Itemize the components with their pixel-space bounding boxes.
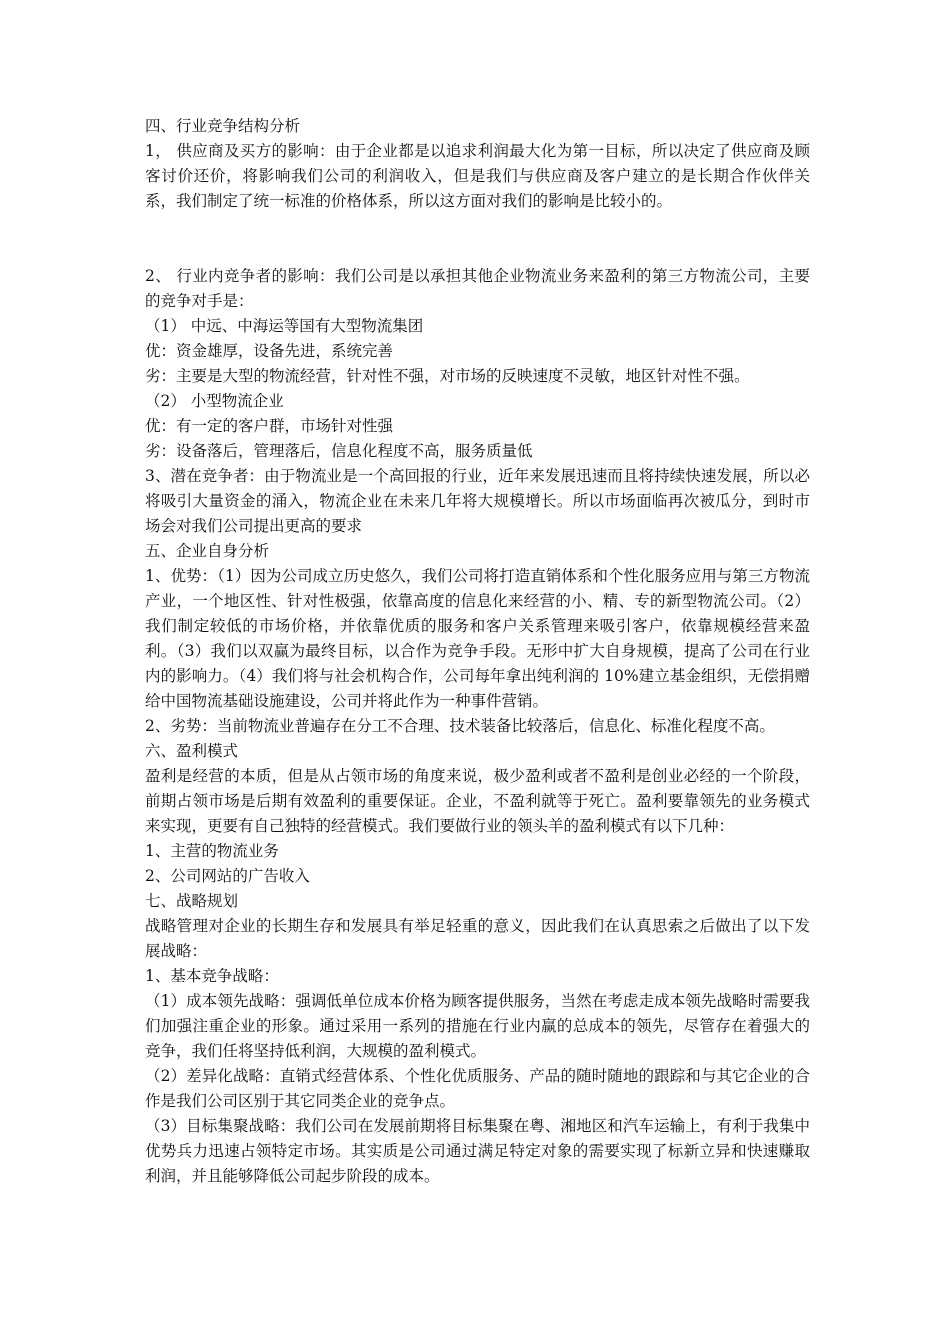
section-heading-profit-model: 六、盈利模式 — [145, 742, 239, 760]
paragraph-industry-competitors: 2、 行业内竞争者的影响：我们公司是以承担其他企业物流业务来盈利的第三方物流公司，主要的竞争对手是： — [145, 267, 810, 310]
paragraph-spacer — [145, 214, 810, 264]
paragraph-disadvantages: 2、劣势：当前物流业普遍存在分工不合理、技术装备比较落后，信息化、标准化程度不高。 — [145, 717, 775, 735]
subheading-basic-strategy: 1、基本竞争战略： — [145, 967, 279, 985]
section-heading-industry-competition: 四、行业竞争结构分析 — [145, 117, 301, 135]
document-body — [145, 114, 810, 1189]
list-item-strengths-large: 优：资金雄厚，设备先进，系统完善 — [145, 342, 394, 360]
list-item-main-business: 1、主营的物流业务 — [145, 842, 279, 860]
section-heading-self-analysis: 五、企业自身分析 — [145, 542, 270, 560]
list-item-strengths-small: 优：有一定的客户群，市场针对性强 — [145, 417, 394, 435]
section-heading-strategy: 七、战略规划 — [145, 892, 239, 910]
paragraph-differentiation: （2）差异化战略：直销式经营体系、个性化优质服务、产品的随时随地的跟踪和与其它企业的合作是我们公司区别于其它同类企业的竞争点。 — [145, 1067, 810, 1110]
list-item-weaknesses-large: 劣：主要是大型的物流经营，针对性不强，对市场的反映速度不灵敏，地区针对性不强。 — [145, 367, 750, 385]
paragraph-suppliers-buyers: 1， 供应商及买方的影响：由于企业都是以追求利润最大化为第一目标，所以决定了供应商及顾客讨价还价，将影响我们公司的利润收入，但是我们与供应商及客户建立的是长期合作伙伴关系，我们制定了统一标准的价格体系，所以这方面对我们的影响是比较小的。 — [145, 142, 810, 210]
list-item-large-logistics-groups: （1） 中远、中海运等国有大型物流集团 — [145, 317, 424, 335]
list-item-weaknesses-small: 劣：设备落后，管理落后，信息化程度不高，服务质量低 — [145, 442, 533, 460]
paragraph-potential-competitors: 3、潜在竞争者：由于物流业是一个高回报的行业，近年来发展迅速而且将持续快速发展，所以必将吸引大量资金的涌入，物流企业在未来几年将大规模增长。所以市场面临再次被瓜分，到时市场会对我们公司提出更高的要求 — [145, 467, 810, 535]
list-item-small-logistics: （2） 小型物流企业 — [145, 392, 284, 410]
paragraph-profit-model: 盈利是经营的本质，但是从占领市场的角度来说，极少盈利或者不盈利是创业必经的一个阶段，前期占领市场是后期有效盈利的重要保证。企业，不盈利就等于死亡。盈利要靠领先的业务模式来实现，更要有自己独特的经营模式。我们要做行业的领头羊的盈利模式有以下几种： — [145, 767, 810, 835]
paragraph-focus-strategy: （3）目标集聚战略：我们公司在发展前期将目标集聚在粤、湘地区和汽车运输上，有利于我集中优势兵力迅速占领特定市场。其实质是公司通过满足特定对象的需要实现了标新立异和快速赚取利润，并且能够降低公司起步阶段的成本。 — [145, 1117, 810, 1185]
paragraph-cost-leadership: （1）成本领先战略：强调低单位成本价格为顾客提供服务，当然在考虑走成本领先战略时需要我们加强注重企业的形象。通过采用一系列的措施在行业内赢的总成本的领先，尽管存在着强大的竞争，我们任将坚持低利润，大规模的盈利模式。 — [145, 992, 810, 1060]
paragraph-advantages: 1、优势：（1）因为公司成立历史悠久，我们公司将打造直销体系和个性化服务应用与第三方物流产业，一个地区性、针对性极强，依靠高度的信息化来经营的小、精、专的新型物流公司。（2）我们制定较低的市场价格，并依靠优质的服务和客户关系管理来吸引客户，依靠规模经营来盈利。（3）我们以双赢为最终目标，以合作为竞争手段。无形中扩大自身规模，提高了公司在行业内的影响力。（4）我们将与社会机构合作，公司每年拿出纯利润的 10%建立基金组织，无偿捐赠给中国物流基础设施建设，公司并将此作为一种事件营销。 — [145, 567, 810, 710]
paragraph-strategy-intro: 战略管理对企业的长期生存和发展具有举足轻重的意义，因此我们在认真思索之后做出了以下发展战略： — [145, 917, 810, 960]
list-item-ad-revenue: 2、公司网站的广告收入 — [145, 867, 310, 885]
